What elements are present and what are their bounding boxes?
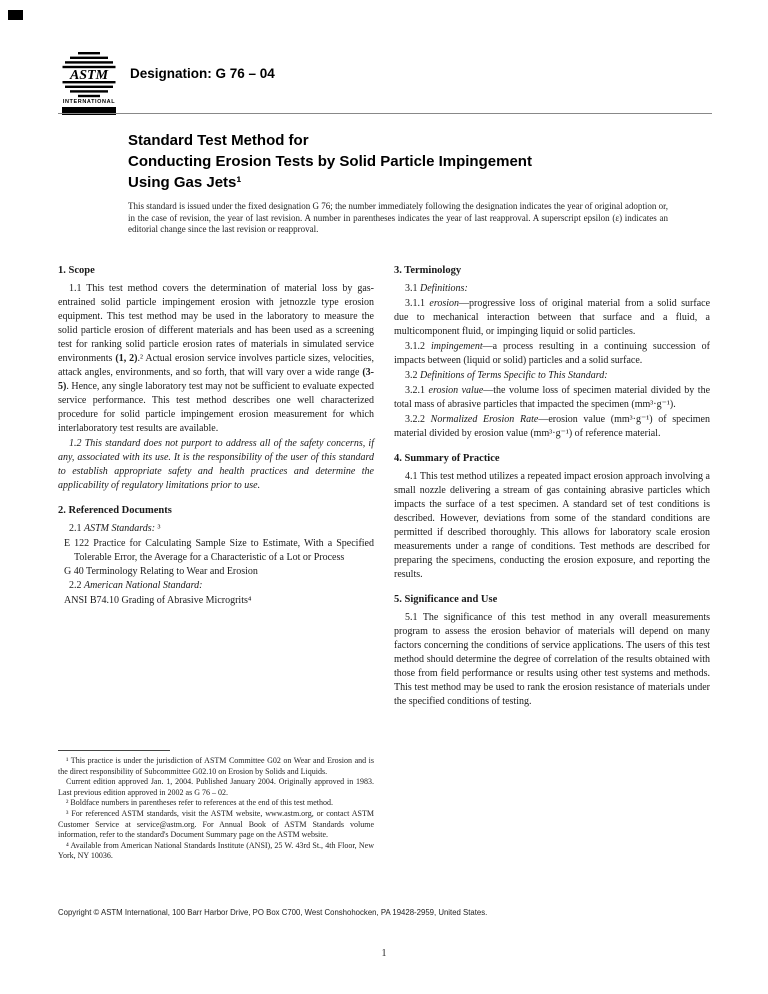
text-run: . Hence, any single laboratory test may not be sufficient to evaluate expected service performance. This test method describes one well characterized procedure for solid particle impingement erosion measurement for which interlaboratory test results are available. [58,381,374,434]
text-run: 3.2.1 [405,385,429,396]
document-title [128,130,708,193]
text-run: 3.2 [405,370,420,381]
text-run: 3.1.1 [405,298,430,309]
footnote-3: ³ For referenced ASTM standards, visit the ASTM website, www.astm.org, or contact ASTM Customer Service at service@astm.org. For Annual Book of ASTM Standards volume information, refer to the standard's Document Summary page on the ASTM website. [58,809,374,840]
designation-label: Designation: G 76 – 04 [130,66,275,81]
section-5-heading: 5. Significance and Use [394,594,498,605]
ansi-standard-label: American National Standard: [84,580,203,591]
title-line-1: Standard Test Method for [128,132,309,149]
footnote-2: ² Boldface numbers in parentheses refer to references at the end of this test method. [66,798,333,808]
section-1-heading: 1. Scope [58,265,95,276]
section-3-heading: 3. Terminology [394,265,462,276]
text-run: .² Actual erosion service involves particle sizes, velocities, attack angles, environments, and so forth, that will vary over a wide range [58,353,375,378]
term-normalized-erosion-rate: Normalized Erosion Rate [430,414,539,425]
text-run: —erosion value (mm³·g⁻¹) of specimen material divided by erosion value (mm³·g⁻¹) of reference material. [394,414,710,439]
logo-brand-text: ASTM [69,68,109,83]
logo-international-label: INTERNATIONAL [62,99,116,105]
section-4-heading: 4. Summary of Practice [394,453,500,464]
paragraph-4-1: 4.1 This test method utilizes a repeated impact erosion approach involving a small nozzle delivering a stream of gas containing abrasive particles which impacts the surface of a test specimen. A standard set of test conditions is described. However, deviations from some of the standard conditions are permitted if described thoroughly. This allows for laboratory scale erosion measurements under a range of conditions. Test methods are described for preparing the specimens, conducting the erosion exposure, and reporting the results. [394,471,710,580]
footnote-edition: Current edition approved Jan. 1, 2004. Published January 2004. Originally approved in 1983. Last previous edition approved in 2002 as G 76 – 02. [58,777,374,797]
reference-ansi-b74-10: ANSI B74.10 Grading of Abrasive Microgrits⁴ [64,595,252,606]
paragraph-3-1-1 [394,297,710,339]
definitions-label: Definitions: [420,283,468,294]
text-run: —the volume loss of specimen material divided by the total mass of abrasive particles that impacted the specimen (mm³·g⁻¹). [394,385,711,410]
paragraph-3-2-2 [394,413,710,441]
reference-e122: E 122 Practice for Calculating Sample Size to Estimate, With a Specified Tolerable Error, the Average for a Characteristic of a Lot or Process [64,538,374,563]
footnote-1: ¹ This practice is under the jurisdiction of ASTM Committee G02 on Wear and Erosion and is the direct responsibility of Subcommittee G02.10 on Erosion by Solids and Liquids. [58,756,374,776]
astm-standards-label: ASTM Standards: [84,523,156,534]
text-run: 1.1 This test method covers the determination of material loss by gas-entrained solid particle impingement erosion with jetnozzle type erosion equipment. This test method may be used in the laboratory to measure the solid particle erosion of different materials and has been used as a screening test for ranking solid particle erosion rates of materials in simulated service environments [58,283,374,364]
paragraph-3-2 [394,369,710,383]
document-header [60,52,710,115]
paragraph-5-1: 5.1 The significance of this test method in any overall measurements program to assess the erosion behavior of materials will depend on many factors concerning the conditions of service applications. The users of this test method should determine the degree of correlation of the results obtained with those from field performance or results using other test systems and methods. This test method may be used to rank the erosion resistance of materials under the specified conditions of testing. [394,612,710,707]
title-line-2: Conducting Erosion Tests by Solid Particle Impingement [128,153,532,170]
text-run: 2.1 [69,523,84,534]
text-run: —a process resulting in a continuing succession of impacts between (liquid or solid) particles and a solid surface. [394,341,711,366]
bold-ref-1-2: (1, 2) [115,353,138,364]
text-run: —progressive loss of original material from a solid surface due to mechanical interaction between that surface and a fluid, a multicomponent fluid, or impinging liquid or solid particles. [394,298,711,337]
astm-globe-icon [61,52,117,98]
footnote-4: ⁴ Available from American National Standards Institute (ANSI), 25 W. 43rd St., 4th Floor, New York, NY 10036. [58,840,374,861]
term-impingement: impingement [430,341,483,352]
footnotes [58,750,374,862]
reference-g40: G 40 Terminology Relating to Wear and Erosion [64,566,258,577]
header-divider [58,113,712,114]
paragraph-2-1 [58,522,374,536]
right-column [394,262,710,862]
left-column [58,262,374,862]
body-columns [58,262,710,862]
text-run: 3.1 [405,283,420,294]
page-number: 1 [381,948,387,959]
paragraph-2-2 [58,579,374,593]
section-2-heading: 2. Referenced Documents [58,505,172,516]
term-erosion: erosion [429,298,460,309]
paragraph-3-2-1 [394,384,710,412]
copyright-line: Copyright © ASTM International, 100 Barr Harbor Drive, PO Box C700, West Conshohocken, PA 19428-2959, United States. [58,908,488,917]
paragraph-3-1 [394,282,710,296]
astm-logo [60,52,118,115]
bold-ref-3-5: (3-5) [58,367,374,392]
corner-mark [8,10,23,20]
text-run: 3.1.2 [405,341,431,352]
paragraph-3-1-2 [394,340,710,368]
footnote-marker-3: ³ [155,523,161,534]
text-run: 3.2.2 [405,414,431,425]
paragraph-1-1 [58,282,374,436]
title-line-3: Using Gas Jets¹ [128,174,242,191]
paragraph-1-2: 1.2 This standard does not purport to address all of the safety concerns, if any, associated with its use. It is the responsibility of the user of this standard to establish appropriate safety and health practices and determine the applicability of regulatory limitations prior to use. [58,438,374,491]
footnote-divider [58,750,170,751]
definitions-specific-label: Definitions of Terms Specific to This Standard: [420,370,608,381]
term-erosion-value: erosion value [428,385,484,396]
text-run: 2.2 [69,580,84,591]
issuance-note: This standard is issued under the fixed designation G 76; the number immediately following the designation indicates the year of original adoption or, in the case of revision, the year of last revision. A number in parentheses indicates the year of last reapproval. A superscript epsilon (ε) indicates an editorial change since the last revision or reapproval. [128,201,668,234]
